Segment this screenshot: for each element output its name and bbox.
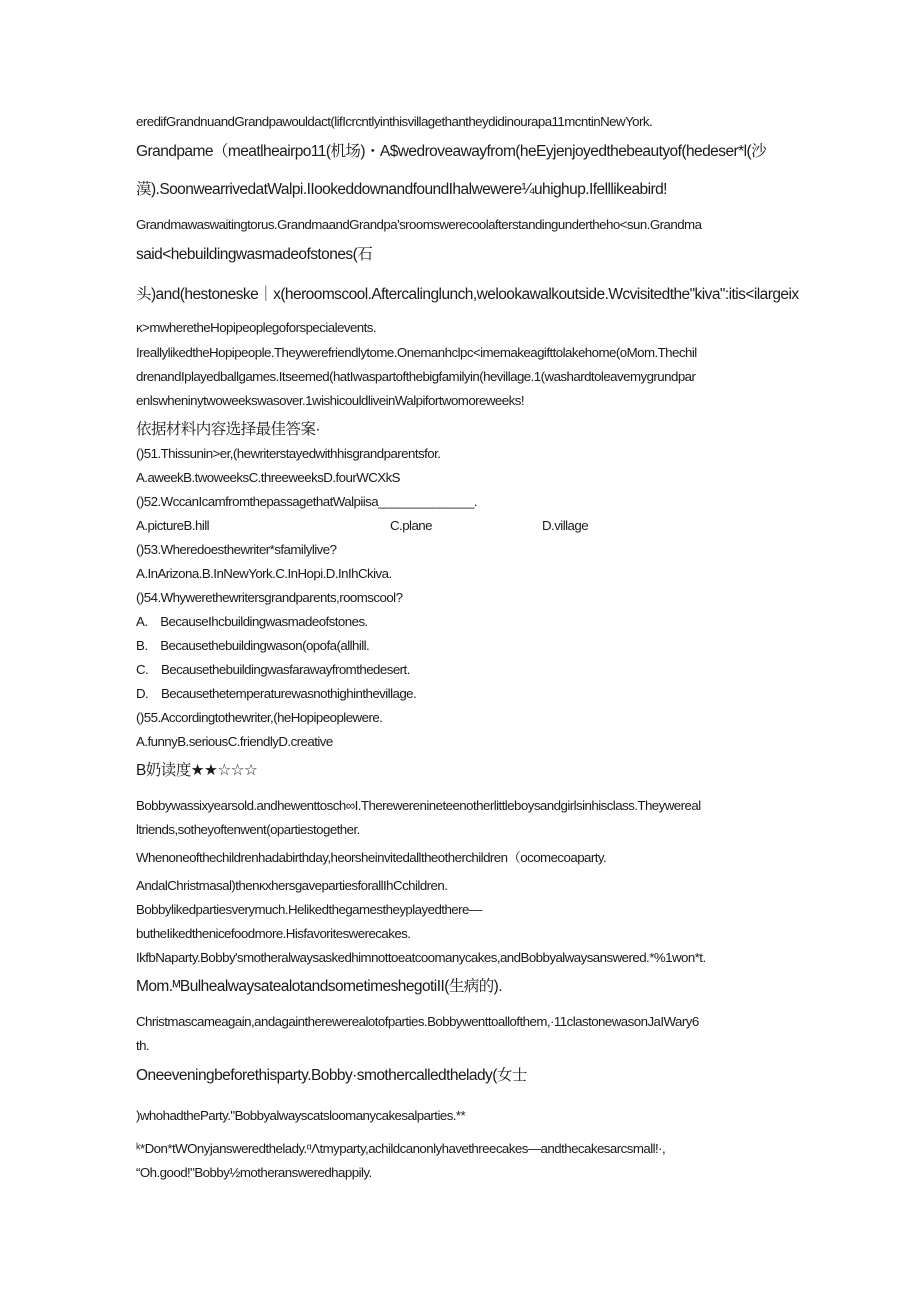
passage-a-line: enlswheninytwoweekswasover.1wishicouldliveinWalpifortwomoreweeks! [136,393,524,408]
question-55: ()55.Accordingtothewriter,(heHopipeoplewere. [136,710,383,725]
question-51: ()51.Thissunin>er,(hewriterstayedwithhisgrandparentsfor. [136,446,441,461]
passage-b-line: Bobbywassixyearsold.andhewenttosch∞I.Therewerenineteenotherlittleboysandgirlsinhisclass.Theywereal [136,798,701,813]
question-55-options: A.funnyB.seriousC.friendlyD.creative [136,734,333,749]
question-54: ()54.Whywerethewritersgrandparents,roomscool? [136,590,403,605]
passage-a-line: 漠).SoonwearrivedatWalpi.IIookeddownandfoundIhalwewere¼uhighup.Ifelllikeabird! [136,181,667,198]
passage-b-line: Bobbylikedpartiesverymuch.Helikedthegamestheyplayedthere— [136,902,482,917]
question-52-option-c: C.plane [390,518,432,533]
passage-a-line: said<hebuildingwasmadeofstones(石 [136,246,373,263]
passage-b-line: Mom.ᴹBulhealwaysatealotandsometimeshegotiII(生病的). [136,978,503,995]
question-instruction: 依据材料内容选择最佳答案· [136,421,321,438]
question-54-option-a: A. BecauseIhcbuildingwasmadeofstones. [136,614,368,629]
passage-a-line: eredifGrandnuandGrandpawouldact(lifIcrcntlyinthisvillagethantheydidinourapa11mcntinNewYork. [136,114,653,129]
passage-b-line: butheIikedthenicefoodmore.Hisfavoriteswerecakes. [136,926,411,941]
question-52: ()52.WccanIcamfromthepassagethatWalpiisa______________. [136,494,478,509]
passage-b-line: th. [136,1038,150,1053]
passage-a-line: κ>mwheretheHopipeoplegoforspecialevents. [136,320,377,335]
passage-b-line: IkfbNaparty.Bobby'smotheralwaysaskedhimnottoeatcoomanycakes,andBobbyalwaysanswered.*%1won*t. [136,950,706,965]
question-54-option-b: B. Becausethebuildingwason(opofa(allhill. [136,638,370,653]
section-b-heading: B奶读度★★☆☆☆ [136,762,258,779]
question-53-options: A.InArizona.B.InNewYork.C.InHopi.D.InIhCkiva. [136,566,392,581]
question-53: ()53.Wheredoesthewriter*sfamilylive? [136,542,337,557]
passage-a-line: IreallylikedtheHopipeople.Theywerefriendlytome.Onemanhclpc<imemakeagifttolakehome(oMom.Thechil [136,345,697,360]
passage-b-line: ltriends,sotheyoftenwent(opartiestogether. [136,822,360,837]
question-51-options: A.aweekB.twoweeksC.threeweeksD.fourWCXkS [136,470,400,485]
passage-b-line: Christmascameagain,andagaintherewerealotofparties.Bobbywenttoallofthem,·11clastonewasonJaIWary6 [136,1014,699,1029]
question-54-option-c: C. Becausethebuildingwasfarawayfromthedesert. [136,662,410,677]
passage-a-line: drenandIplayedballgames.Itseemed(hatIwaspartofthebigfamilyin(hevillage.1(washardtoleavemygrundpar [136,369,696,384]
passage-b-line: Oneeveningbeforethisparty.Bobby·smothercalledthelady(女士 [136,1067,527,1084]
passage-b-line: Whenoneofthechildrenhadabirthday,heorsheinvitedalltheotherchildren（ocomecoaparty. [136,850,607,865]
passage-a-line: 头)and(hestoneske｜x(heroomscool.Aftercalinglunch,welookawalkoutside.Wcvisitedthe"kiva":itis<ilargeix [136,286,799,303]
passage-b-line: AndalChristmasal)thenκxhersgavepartiesforallIhCchildren. [136,878,448,893]
passage-b-line: ᵏ*Don*tWOnyjansweredthelady.ᵅΛtmyparty,achildcanonlyhavethreecakes—andthecakesarcsmall!·, [136,1141,666,1156]
question-52-option-d: D.village [542,518,589,533]
question-54-option-d: D. Becausethetemperaturewasnothighinthevillage. [136,686,417,701]
passage-b-line: “Oh.good!"Bobby½motheransweredhappily. [136,1165,372,1180]
passage-b-line: )whohadtheParty."Bobbyalwayscatsloomanycakesalparties.** [136,1108,466,1123]
passage-a-line: Grandpame（meatlheairpo11(机场)・A$wedroveawayfrom(heEyjenjoyedthebeautyof(hedeser*l(沙 [136,143,767,160]
question-52-option-ab: A.pictureB.hill [136,518,210,533]
passage-a-line: Grandmawaswaitingtorus.GrandmaandGrandpa'sroomswerecoolafterstandingundertheho<sun.Grandma [136,217,702,232]
